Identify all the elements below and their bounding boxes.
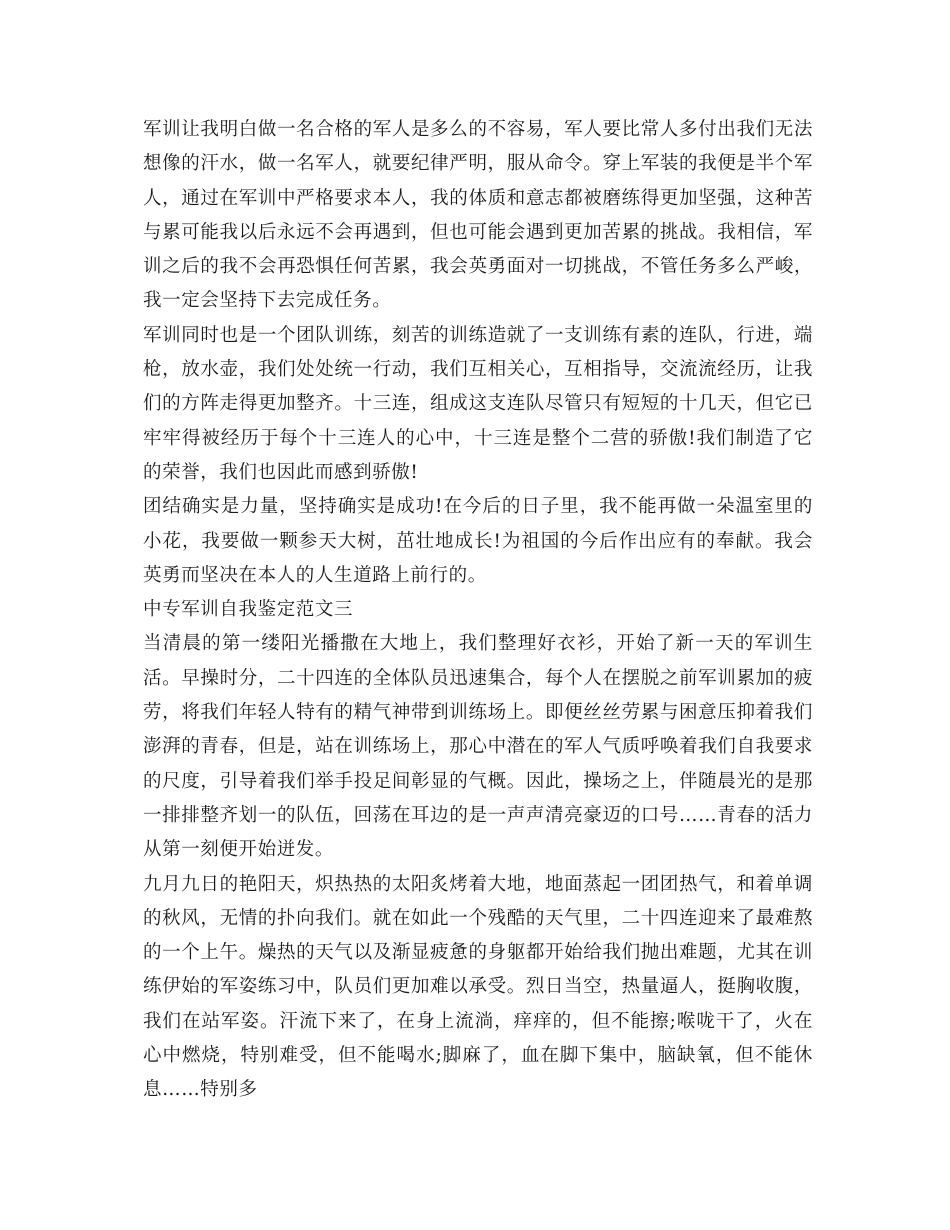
section-heading: 中专军训自我鉴定范文三 (143, 599, 354, 621)
paragraph-unity-strength: 团结确实是力量，坚持确实是成功!在今后的日子里，我不能再做一朵温室里的小花，我要做一颗参天大树，茁壮地成长!为祖国的今后作出应有的奉献。我会英勇而坚决在本人的人生道路上前行的。 (143, 496, 813, 586)
paragraph-hot-day: 九月九日的艳阳天，炽热热的太阳炙烤着大地，地面蒸起一团团热气，和着单调的秋风，无情的扑向我们。就在如此一个残酷的天气里，二十四连迎来了最难熬的一个上午。燥热的天气以及渐显疲惫的身躯都开始给我们抛出难题，尤其在训练伊始的军姿练习中，队员们更加难以承受。烈日当空，热量逼人，挺胸收腹，我们在站军姿。汗流下来了，在身上流淌，痒痒的，但不能擦;喉咙干了，火在心中燃烧，特别难受，但不能喝水;脚麻了，血在脚下集中，脑缺氧，但不能休息……特别多 (143, 873, 813, 1101)
paragraph-morning-training: 当清晨的第一缕阳光播撒在大地上，我们整理好衣衫，开始了新一天的军训生活。早操时分，二十四连的全体队员迅速集合，每个人在摆脱之前军训累加的疲劳，将我们年轻人特有的精气神带到训练场上。即便丝丝劳累与困意压抑着我们澎湃的青春，但是，站在训练场上，那心中潜在的军人气质呼唤着我们自我要求的尺度，引导着我们举手投足间彰显的气概。因此，操场之上，伴随晨光的是那一排排整齐划一的队伍，回荡在耳边的是一声声清亮豪迈的口号……青春的活力从第一刻便开始迸发。 (143, 633, 813, 861)
paragraph-military-training-lesson: 军训让我明白做一名合格的军人是多么的不容易，军人要比常人多付出我们无法想像的汗水，做一名军人，就要纪律严明，服从命令。穿上军装的我便是半个军人，通过在军训中严格要求本人，我的体质和意志都被磨练得更加坚强，这种苦与累可能我以后永远不会再遇到，但也可能会遇到更加苦累的挑战。我相信，军训之后的我不会再恐惧任何苦累，我会英勇面对一切挑战，不管任务多么严峻，我一定会坚持下去完成任务。 (143, 119, 813, 312)
document-body (143, 113, 813, 1108)
paragraph-team-training: 军训同时也是一个团队训练，刻苦的训练造就了一支训练有素的连队，行进，端枪，放水壶，我们处处统一行动，我们互相关心，互相指导，交流流经历，让我们的方阵走得更加整齐。十三连，组成这支连队尽管只有短短的十几天，但它已牢牢得被经历于每个十三连人的心中，十三连是整个二营的骄傲!我们制造了它的荣誉，我们也因此而感到骄傲! (143, 324, 813, 483)
